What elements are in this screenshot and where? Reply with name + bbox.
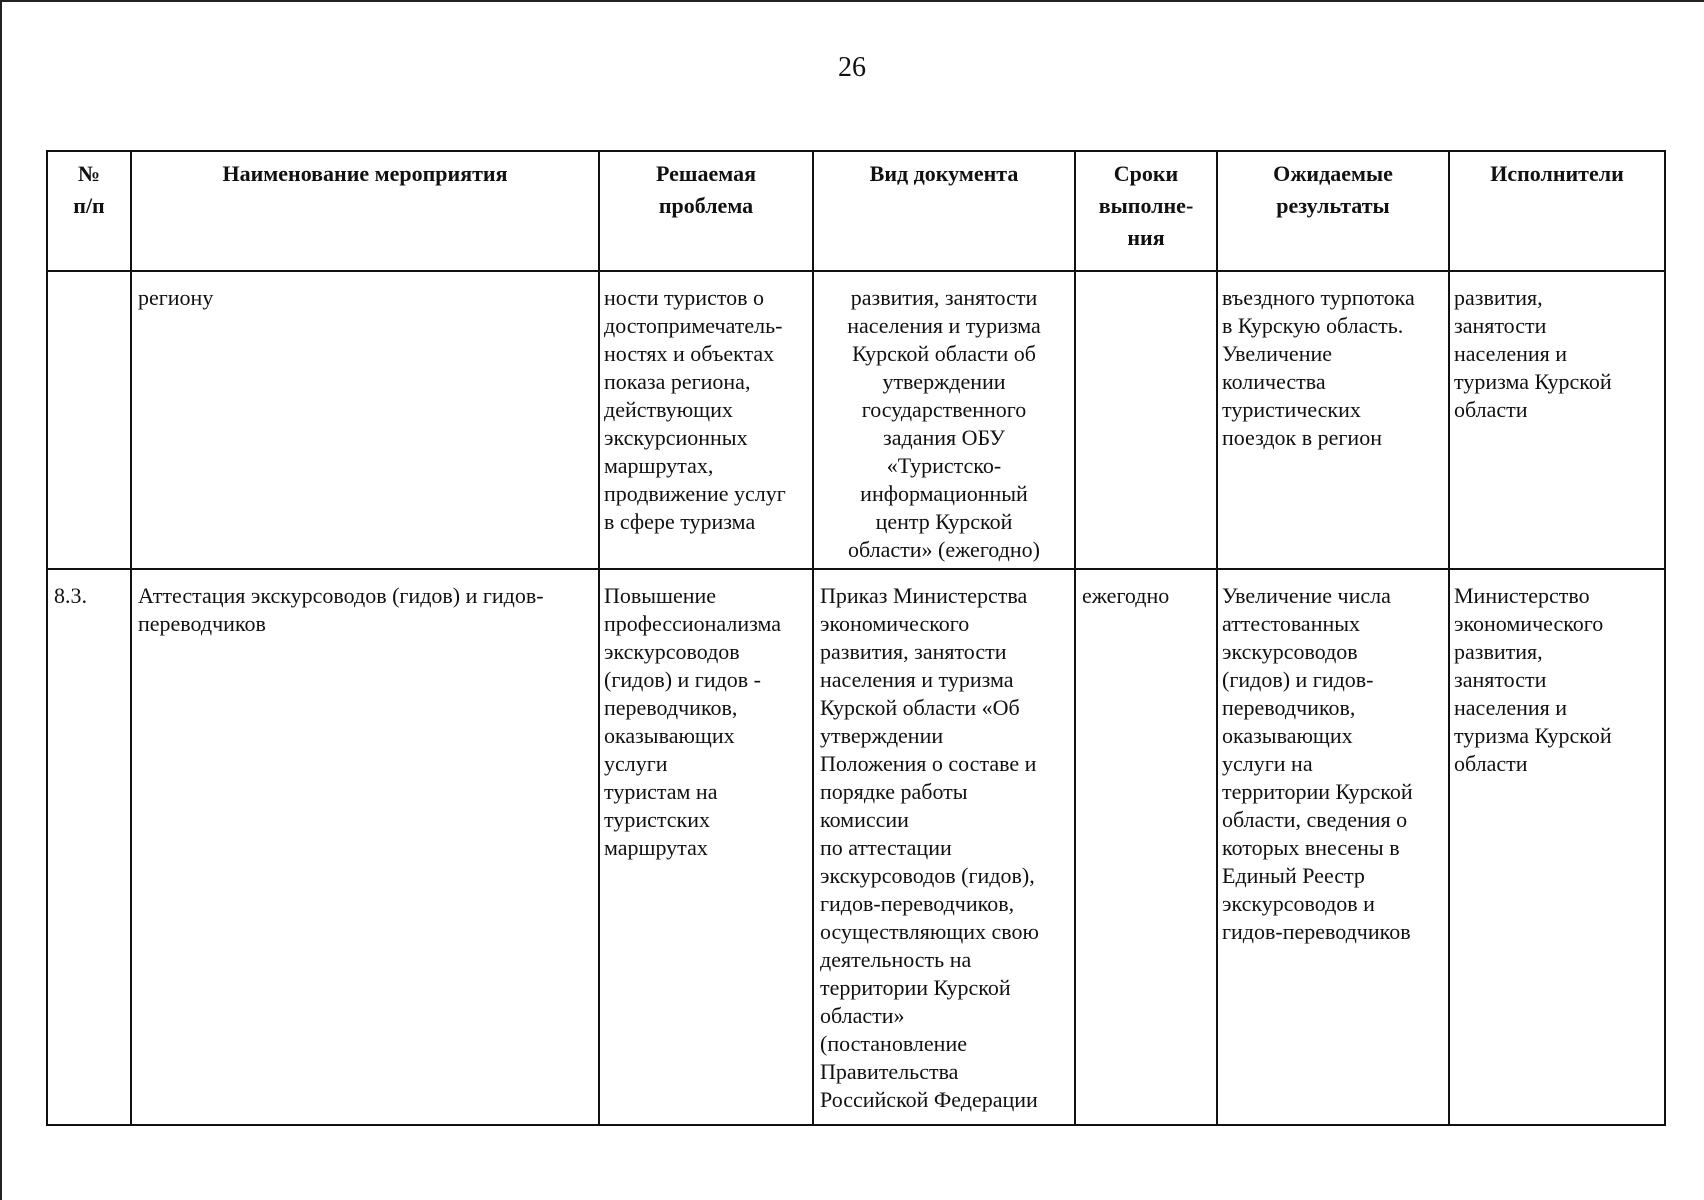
row1-num (54, 284, 128, 566)
row1-terms (1082, 284, 1214, 566)
row2-problem: Повышение профессионализма экскурсоводов (гидов) и гидов - переводчиков, оказывающих услуги туристам на туристских маршрутах (604, 583, 782, 860)
row2-executors: Министерство экономического развития, занятости населения и туризма Курской области (1454, 583, 1612, 776)
events-table (46, 150, 1666, 1126)
page-number: 26 (838, 52, 866, 83)
row2-name: Аттестация экскурсоводов (гидов) и гидов- переводчиков (138, 583, 544, 636)
col-divider (598, 150, 600, 1126)
row2-document: Приказ Министерства экономического развития, занятости населения и туризма Курской области «Об утверждении Положения о составе и порядке работы комиссии по аттестации экскурсоводов (гидов), гидов-переводчиков, осуществляющих свою деятельность на территории Курской области» (постановление Правительства Российской Федерации (820, 583, 1039, 1112)
row1-executors: развития, занятости населения и туризма Курской области (1454, 285, 1612, 422)
row2-results: Увеличение числа аттестованных экскурсоводов (гидов) и гидов- переводчиков, оказывающих услуги на территории Курской области, сведения о которых внесены в Единый Реестр экскурсоводов и гидов-переводчиков (1222, 583, 1413, 944)
row1-results: въездного турпотока в Курскую область. Увеличение количества туристических поездок в регион (1222, 285, 1415, 450)
row2-num: 8.3. (54, 583, 87, 608)
header-problem: Решаемая проблема (656, 161, 756, 218)
row1-name: региону (138, 285, 214, 310)
header-document: Вид документа (869, 161, 1019, 186)
header-row-divider (46, 270, 1666, 272)
header-name: Наименование мероприятия (222, 161, 508, 186)
table-border-left (46, 150, 48, 1126)
header-executors: Исполнители (1490, 161, 1624, 186)
header-results: Ожидаемые результаты (1273, 161, 1393, 218)
row1-document: развития, занятости населения и туризма Курской области об утверждении государственного задания ОБУ «Туристско- информационный центр Курской области» (ежегодно) (847, 285, 1041, 562)
col-divider (1216, 150, 1218, 1126)
table-border-top (46, 150, 1666, 152)
header-num: № п/п (73, 161, 105, 218)
header-terms: Сроки выполне- ния (1098, 161, 1194, 250)
scan-edge-top (0, 0, 1704, 2)
col-divider (1074, 150, 1076, 1126)
row-divider (46, 568, 1666, 570)
table-border-bottom (46, 1124, 1666, 1126)
table-border-right (1664, 150, 1666, 1126)
row2-terms: ежегодно (1082, 583, 1170, 608)
col-divider (1448, 150, 1450, 1126)
col-divider (130, 150, 132, 1126)
row1-problem: ности туристов о достопримечатель- ностях и объектах показа региона, действующих экскурсионных маршрутах, продвижение услуг в сфере туризма (604, 285, 786, 534)
scan-edge-left (0, 0, 2, 1200)
